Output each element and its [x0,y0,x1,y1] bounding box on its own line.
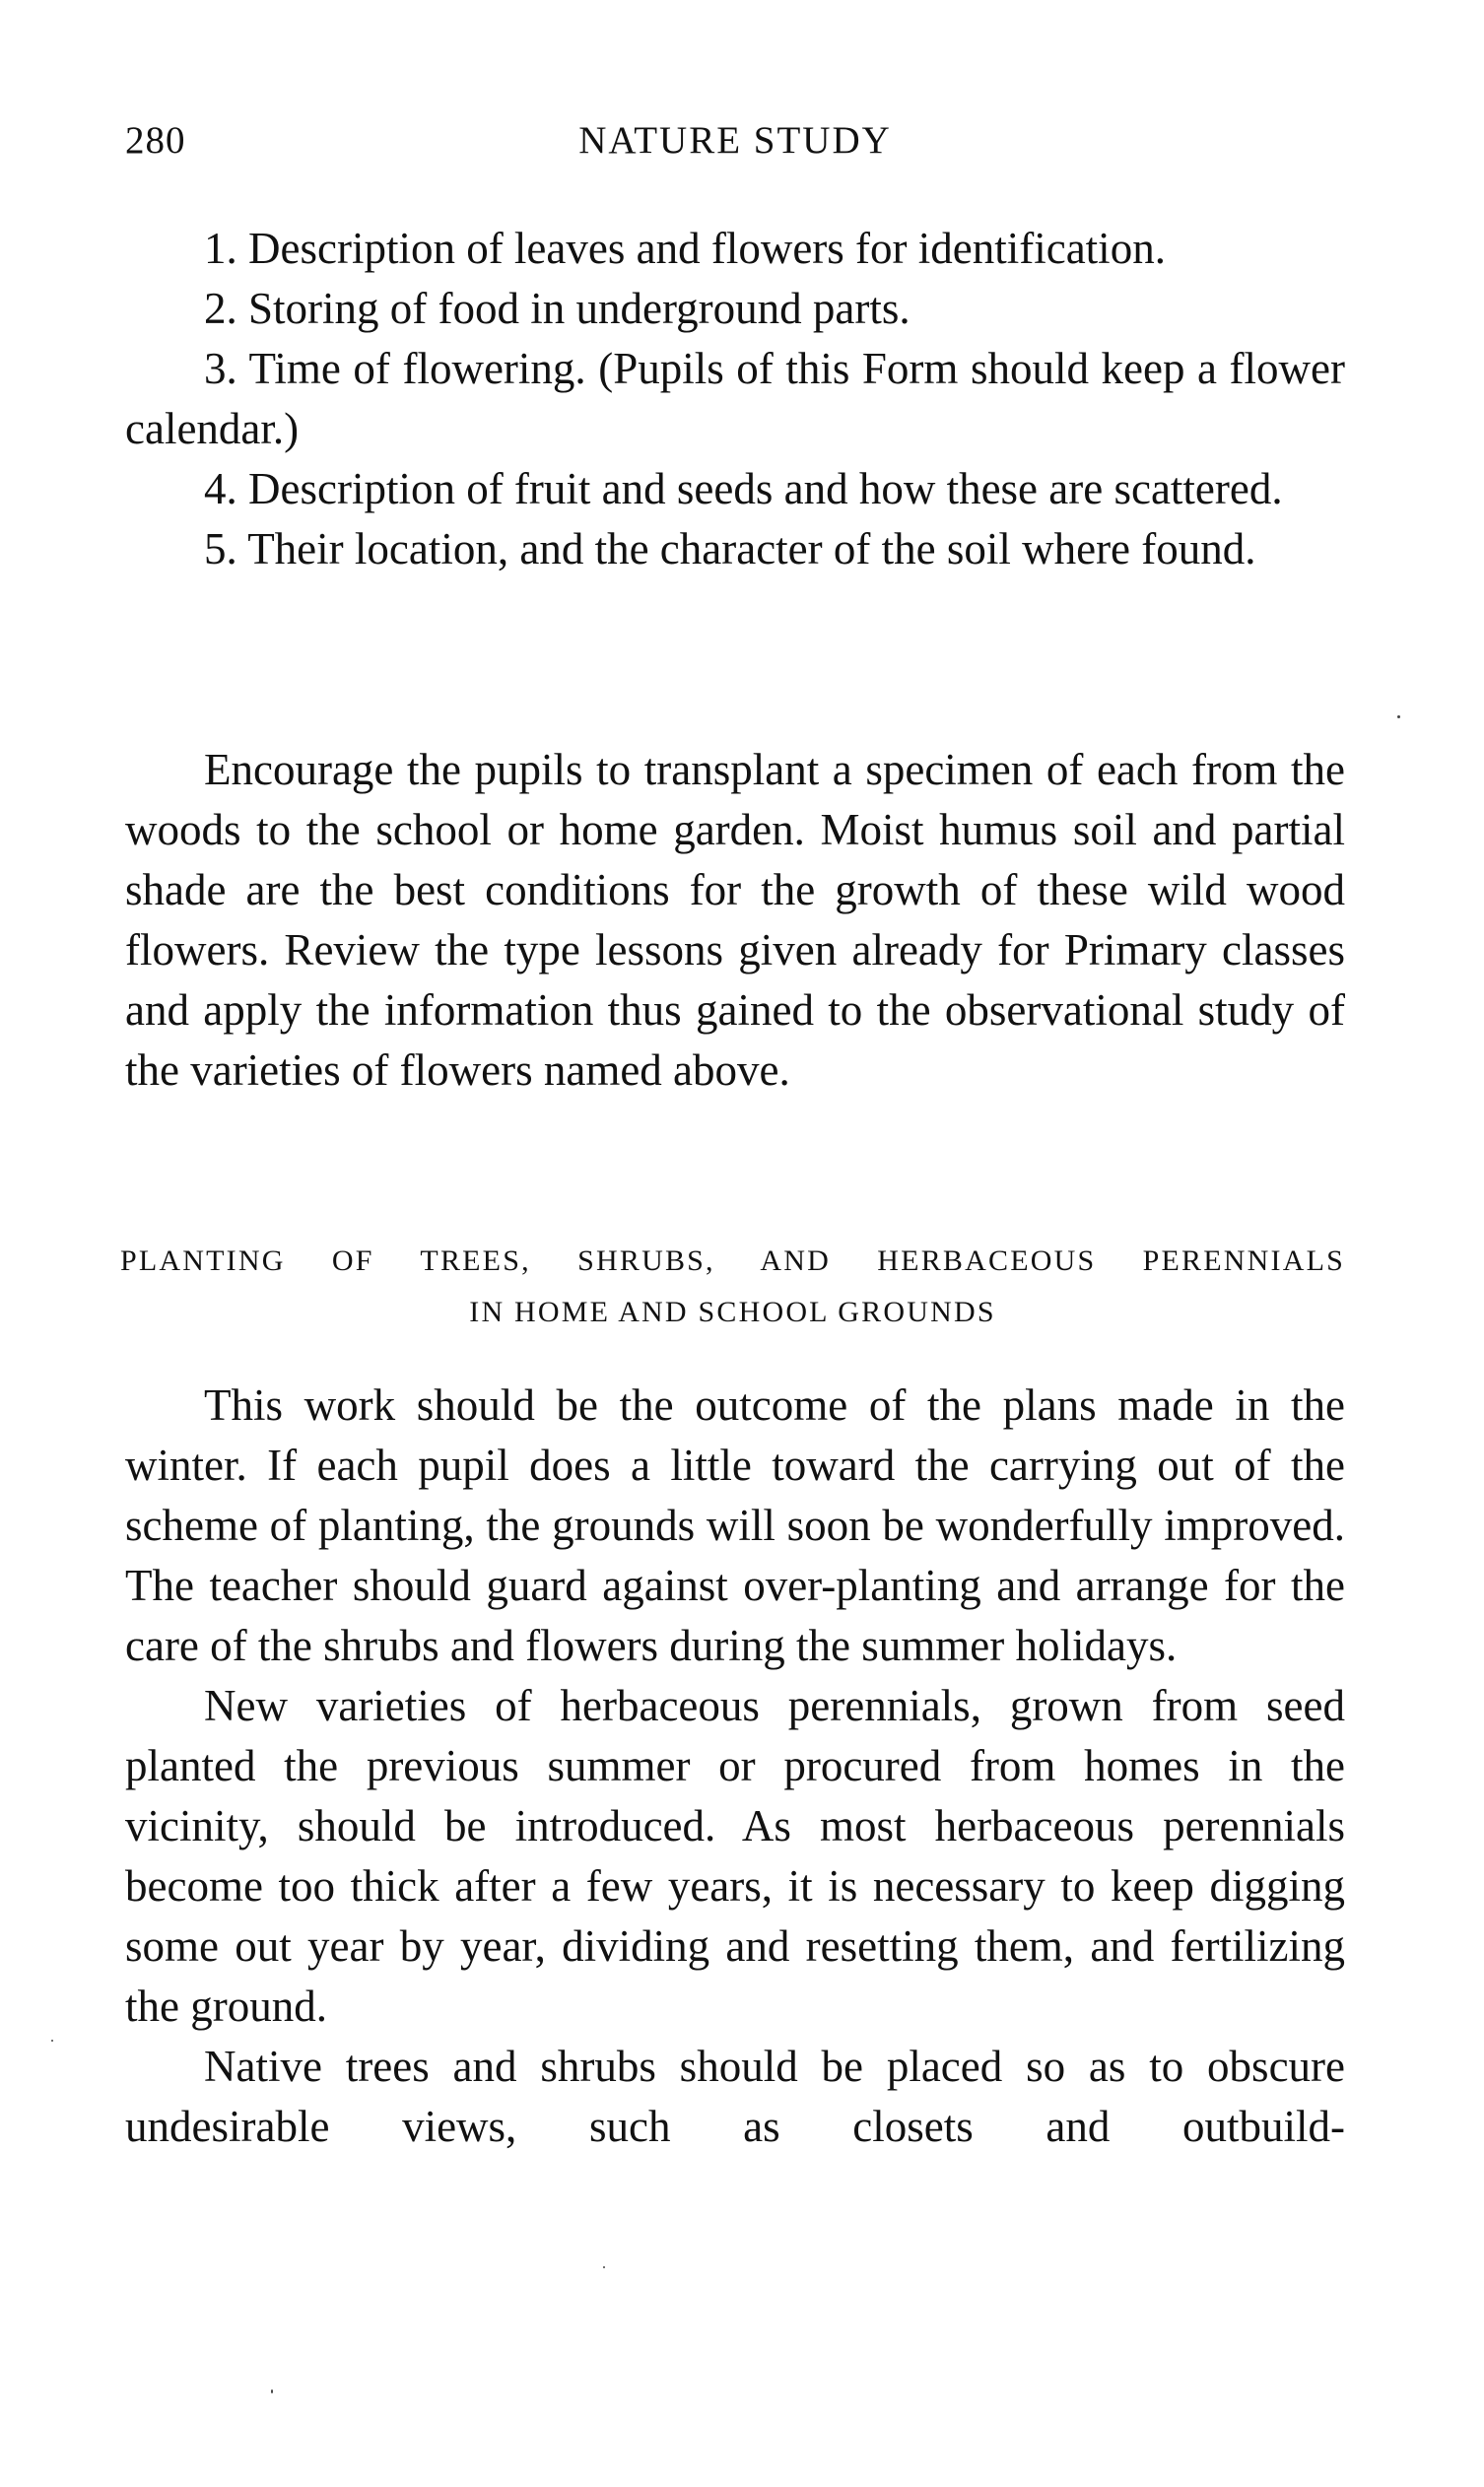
list-item [125,459,1345,519]
section2-body [125,1376,1345,2157]
item-text: Description of fruit and seeds and how these are scattered. [248,464,1283,513]
list-item [125,339,1345,459]
item-number: 5. [204,524,237,573]
item-text: Storing of food in underground parts. [248,284,911,333]
item-text: Description of leaves and flowers for identification. [248,224,1166,273]
study-points-list [125,219,1345,579]
section-heading [120,1236,1345,1338]
paragraph: This work should be the outcome of the plans made in the winter. If each pupil does a little toward the carrying out of the scheme of planting, the grounds will soon be wonderfully improved. The teacher should guard against over-planting and arrange for the care of the shrubs and flowers during the summer holidays. [125,1380,1345,1670]
item-text: Time of flowering. (Pupils of this Form should keep a flower calendar.) [125,344,1346,453]
paragraph: Native trees and shrubs should be placed so as to obscure undesirable views, such as closets and outbuild- [125,2042,1345,2151]
list-item [125,219,1345,279]
running-title: NATURE STUDY [578,119,892,162]
scan-speck [271,2389,273,2393]
paragraph: Encourage the pupils to transplant a specimen of each from the woods to the school or home garden. Moist humus soil and partial shade are the best conditions for the growth of these wild wood flowers. Review the type lessons given already for Primary classes and apply the information thus gained to the observational study of the varieties of flowers named above. [125,745,1345,1095]
section-heading-line1: PLANTING OF TREES, SHRUBS, AND HERBACEOUS PERENNIALS [120,1244,1345,1277]
item-text: Their location, and the character of the soil where found. [247,524,1256,573]
section1-body [125,740,1345,1101]
item-number: 1. [204,224,237,273]
page-number: 280 [125,119,186,162]
list-item [125,519,1345,579]
list-item [125,279,1345,339]
paragraph: New varieties of herbaceous perennials, grown from seed planted the previous summer or procured from homes in the vicinity, should be introduced. As most herbaceous perennials become too thick after a few years, it is necessary to keep digging some out year by year, dividing and resetting them, and fertilizing the ground. [125,1681,1345,2031]
item-number: 2. [204,284,237,333]
scan-speck [1397,715,1400,718]
section-heading-line2: IN HOME AND SCHOOL GROUNDS [469,1296,996,1328]
running-head [125,116,1345,166]
item-number: 3. [204,344,237,393]
scan-speck [51,2040,53,2042]
scan-speck [603,2266,605,2268]
item-number: 4. [204,464,237,513]
